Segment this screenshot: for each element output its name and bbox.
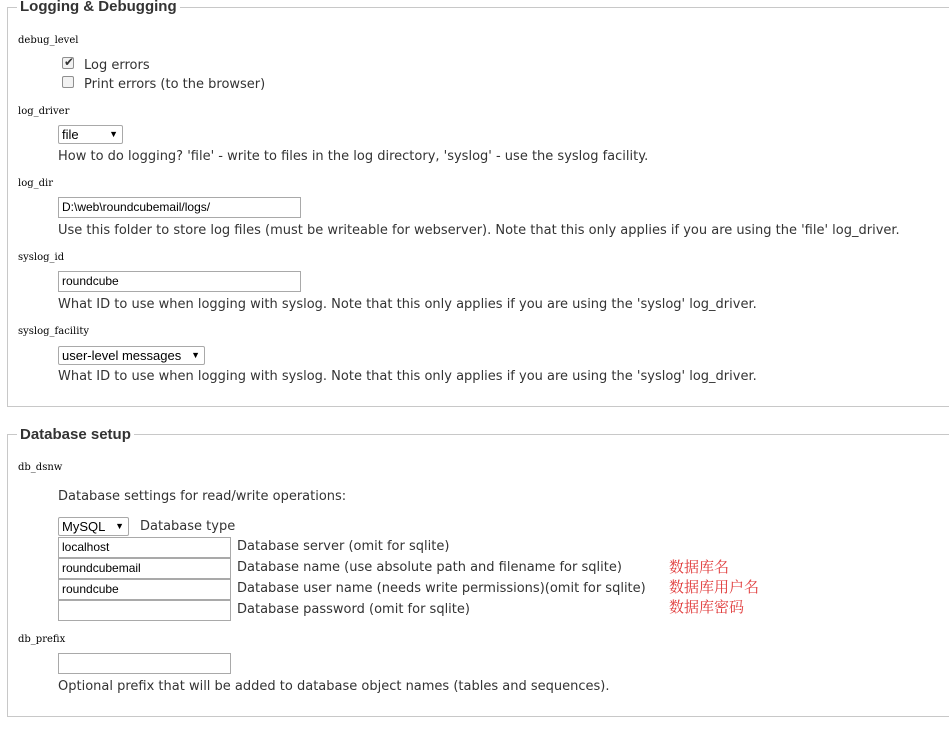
log-driver-select[interactable] [58, 125, 123, 144]
log-driver-key: log_driver [18, 106, 70, 117]
db-dsnw-key: db_dsnw [18, 462, 63, 473]
log-driver-help: How to do logging? 'file' - write to files in the log directory, 'syslog' - use the syslog facility. [58, 149, 649, 164]
syslog-facility-key: syslog_facility [18, 326, 90, 337]
debug-level-key: debug_level [18, 35, 79, 46]
db-server-input[interactable]: localhost [58, 537, 231, 558]
db-password-input[interactable] [58, 600, 231, 621]
db-password-annotation: 数据库密码 [669, 598, 745, 616]
chevron-down-icon: ▼ [115, 521, 124, 531]
log-errors-label[interactable]: Log errors [84, 58, 150, 73]
syslog-id-input[interactable]: roundcube [58, 271, 301, 292]
syslog-facility-selected: user-level messages [62, 348, 182, 363]
db-prefix-input[interactable] [58, 653, 231, 674]
db-name-input[interactable]: roundcubemail [58, 558, 231, 579]
db-server-label: Database server (omit for sqlite) [237, 539, 450, 554]
db-prefix-help: Optional prefix that will be added to database object names (tables and sequences). [58, 679, 610, 694]
db-user-label: Database user name (needs write permissions)(omit for sqlite) [237, 581, 646, 596]
syslog-id-key: syslog_id [18, 252, 65, 263]
log-dir-help: Use this folder to store log files (must be writeable for webserver). Note that this only applies if you are using the 'file' log_driver. [58, 223, 900, 238]
print-errors-checkbox[interactable] [62, 76, 74, 88]
db-prefix-key: db_prefix [18, 634, 66, 645]
check-icon: ✔ [64, 55, 75, 69]
print-errors-label[interactable]: Print errors (to the browser) [84, 77, 266, 92]
db-type-selected: MySQL [62, 519, 106, 534]
db-dsnw-help: Database settings for read/write operations: [58, 489, 347, 504]
db-name-label: Database name (use absolute path and filename for sqlite) [237, 560, 622, 575]
db-name-annotation: 数据库名 [669, 558, 730, 576]
log-dir-input[interactable]: D:\web\roundcubemail/logs/ [58, 197, 301, 218]
syslog-facility-select[interactable] [58, 346, 205, 365]
log-errors-checkbox[interactable] [62, 57, 74, 69]
log-driver-selected: file [62, 127, 79, 142]
logging-legend: Logging & Debugging [17, 0, 180, 16]
log-dir-key: log_dir [18, 178, 53, 189]
chevron-down-icon: ▼ [109, 129, 118, 139]
db-user-input[interactable]: roundcube [58, 579, 231, 600]
db-type-label: Database type [140, 519, 236, 534]
db-type-select[interactable] [58, 517, 129, 536]
syslog-facility-help: What ID to use when logging with syslog. Note that this only applies if you are using the 'syslog' log_driver. [58, 369, 757, 384]
db-user-annotation: 数据库用户名 [669, 578, 760, 596]
db-password-label: Database password (omit for sqlite) [237, 602, 470, 617]
syslog-id-help: What ID to use when logging with syslog. Note that this only applies if you are using the 'syslog' log_driver. [58, 297, 757, 312]
database-legend: Database setup [17, 426, 134, 444]
chevron-down-icon: ▼ [191, 350, 200, 360]
